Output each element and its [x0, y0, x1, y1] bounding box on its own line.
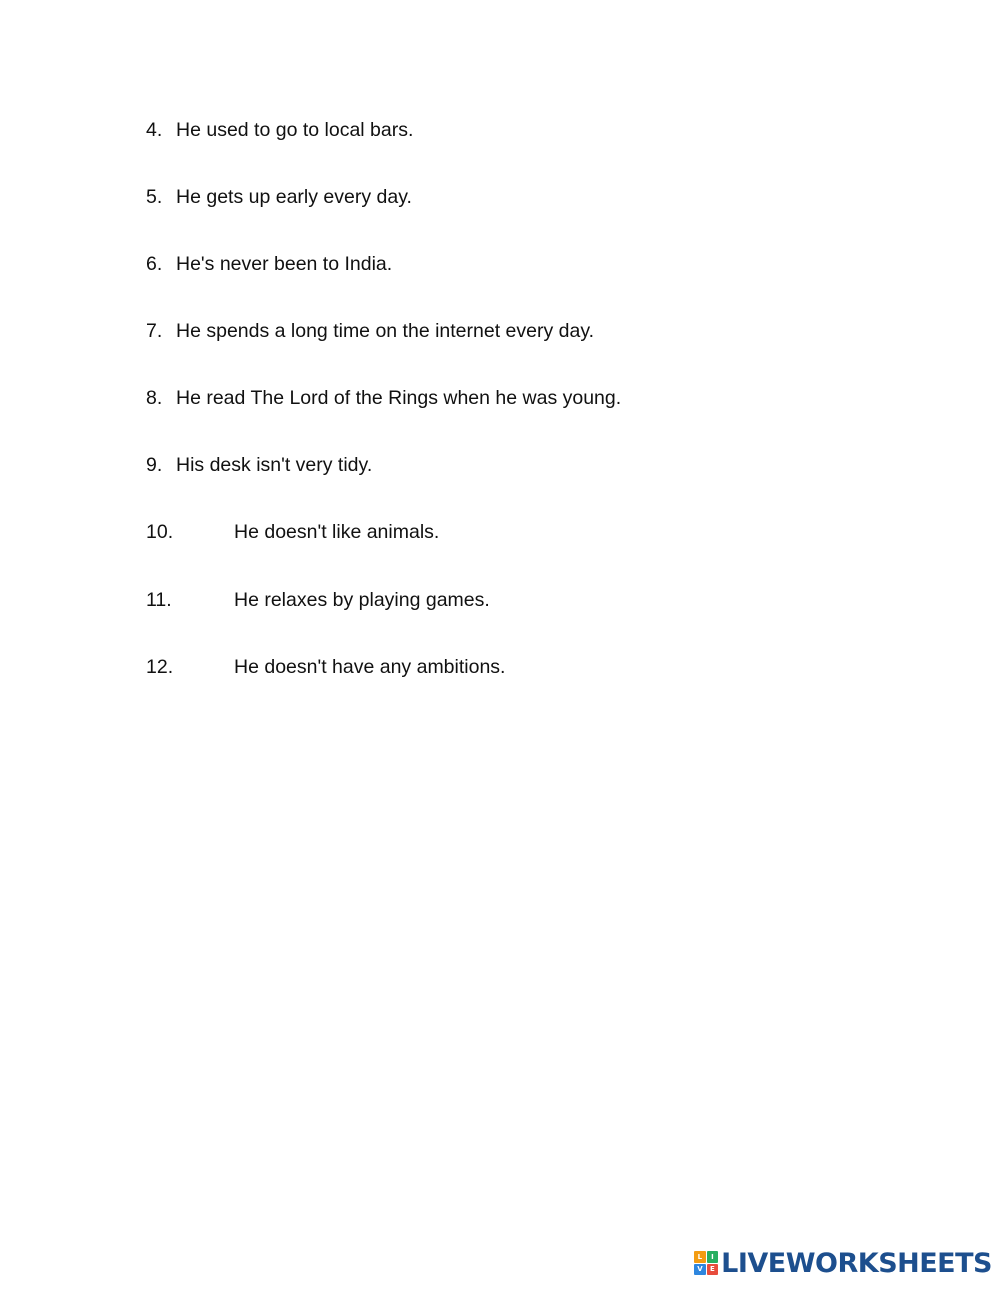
logo-mark-letter: I	[707, 1251, 719, 1263]
sentence-item-11	[146, 585, 490, 615]
item-text: He doesn't have any ambitions.	[234, 656, 506, 678]
item-number: 12.	[146, 656, 174, 678]
sentence-item-4	[146, 115, 413, 145]
item-number: 10.	[146, 521, 174, 543]
item-text: He gets up early every day.	[176, 186, 412, 208]
sentence-item-12	[146, 652, 505, 682]
logo-mark-letter: V	[694, 1264, 706, 1276]
sentence-item-9	[146, 450, 372, 480]
item-text: He spends a long time on the internet every day.	[176, 320, 595, 342]
liveworksheets-logo	[694, 1249, 992, 1277]
item-number: 7.	[146, 320, 163, 342]
sentence-item-7	[146, 316, 594, 346]
item-text: He read The Lord of the Rings when he was young.	[176, 387, 622, 409]
logo-text: LIVEWORKSHEETS	[721, 1247, 992, 1279]
item-number: 6.	[146, 253, 163, 275]
item-text: He used to go to local bars.	[176, 119, 414, 141]
logo-mark-letter: L	[694, 1251, 706, 1263]
item-text: He relaxes by playing games.	[234, 589, 490, 611]
logo-mark-letter: E	[707, 1264, 719, 1276]
item-text: His desk isn't very tidy.	[176, 454, 373, 476]
logo-mark-icon	[694, 1251, 718, 1275]
sentence-item-6	[146, 249, 392, 279]
item-number: 11.	[146, 589, 172, 611]
item-number: 5.	[146, 186, 163, 208]
sentence-item-5	[146, 182, 412, 212]
sentence-item-10	[146, 517, 439, 547]
sentence-item-8	[146, 383, 621, 413]
item-number: 4.	[146, 119, 163, 141]
item-number: 8.	[146, 387, 163, 409]
item-text: He doesn't like animals.	[234, 521, 440, 543]
item-number: 9.	[146, 454, 163, 476]
item-text: He's never been to India.	[176, 253, 393, 275]
